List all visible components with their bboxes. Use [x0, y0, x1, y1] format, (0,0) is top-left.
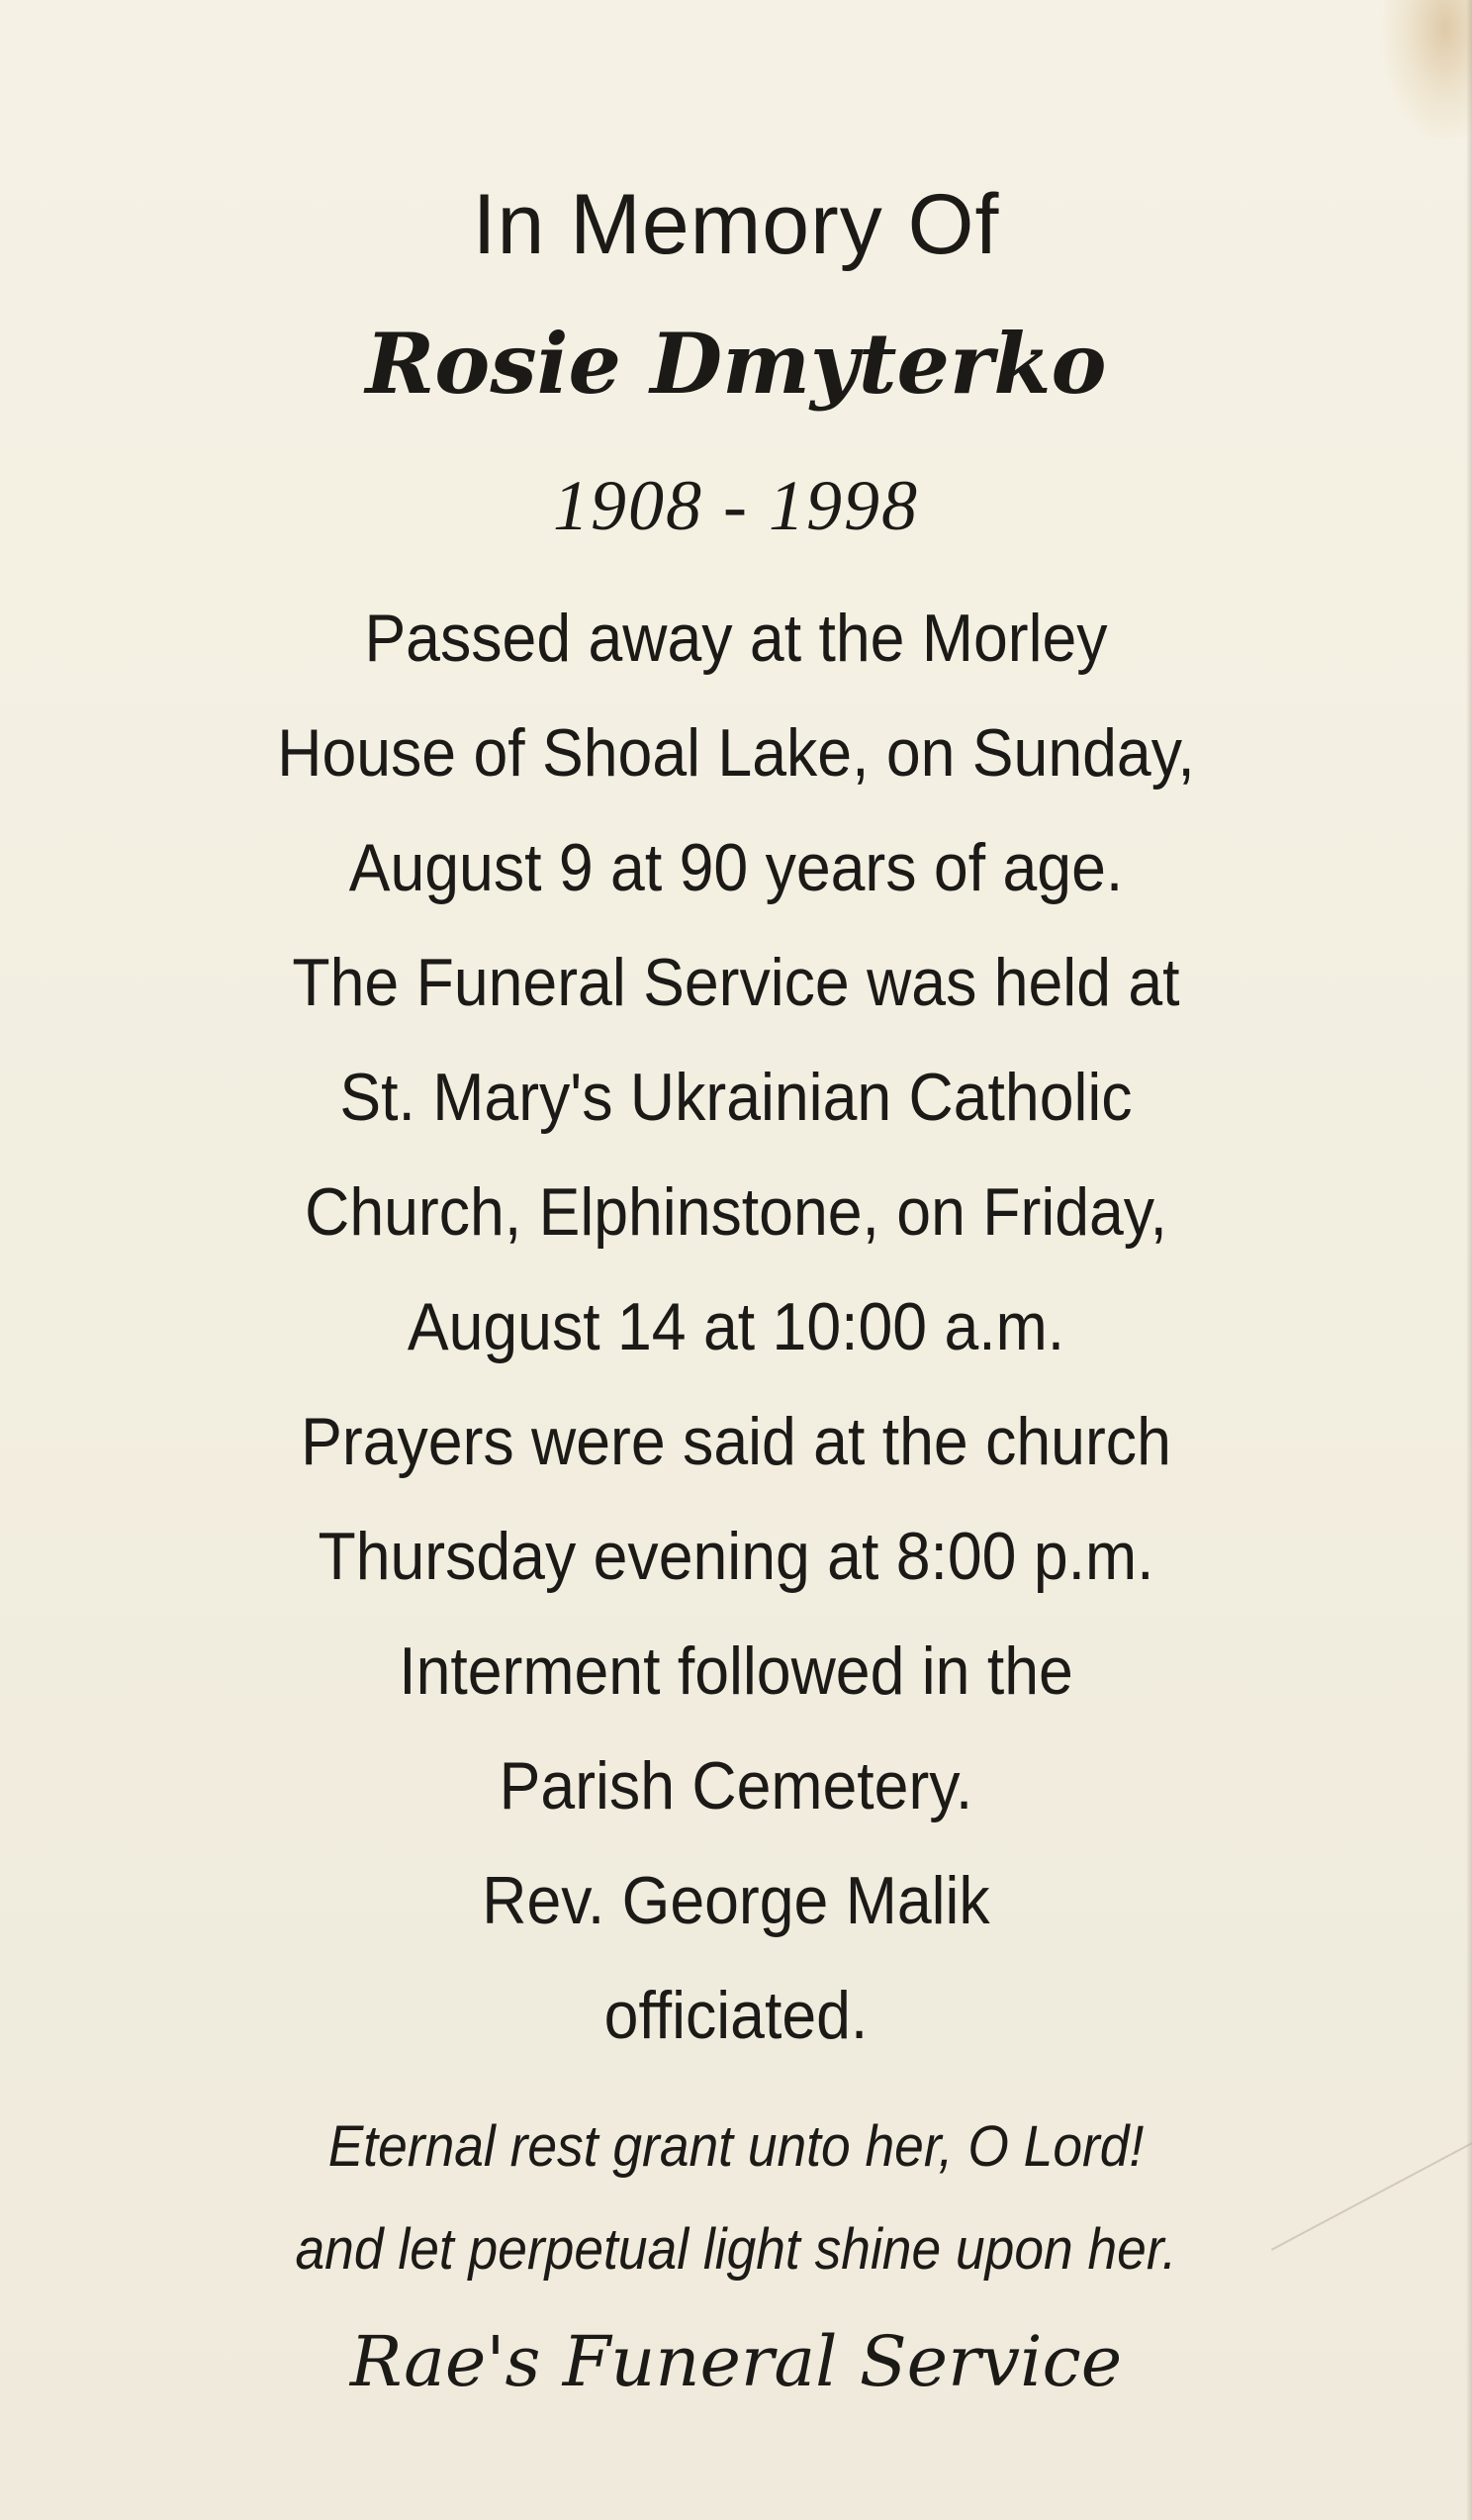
body-line: Rev. George Malik	[482, 1863, 990, 1938]
body-line: Interment followed in the	[399, 1633, 1073, 1709]
memorial-heading: In Memory Of	[472, 177, 1000, 272]
body-line: House of Shoal Lake, on Sunday,	[277, 715, 1195, 791]
body-line: Church, Elphinstone, on Friday,	[305, 1174, 1167, 1250]
deceased-name: Rosie Dmyterko	[365, 315, 1107, 413]
body-line: The Funeral Service was held at	[292, 945, 1180, 1020]
body-line: Prayers were said at the church	[301, 1404, 1171, 1479]
prayer-line: Eternal rest grant unto her, O Lord!	[327, 2114, 1145, 2179]
funeral-home-name: Rae's Funeral Service	[349, 2321, 1123, 2402]
body-line: August 9 at 90 years of age.	[348, 830, 1124, 905]
body-line: officiated.	[603, 1978, 869, 2053]
body-line: Parish Cemetery.	[499, 1748, 973, 1823]
paper-stain	[1383, 0, 1472, 139]
prayer-line: and let perpetual light shine upon her.	[295, 2217, 1177, 2282]
body-line: Thursday evening at 8:00 p.m.	[318, 1519, 1154, 1594]
life-years: 1908 - 1998	[553, 466, 919, 545]
body-line: August 14 at 10:00 a.m.	[407, 1289, 1065, 1364]
body-line: St. Mary's Ukrainian Catholic	[339, 1060, 1133, 1135]
body-line: Passed away at the Morley	[364, 601, 1108, 676]
